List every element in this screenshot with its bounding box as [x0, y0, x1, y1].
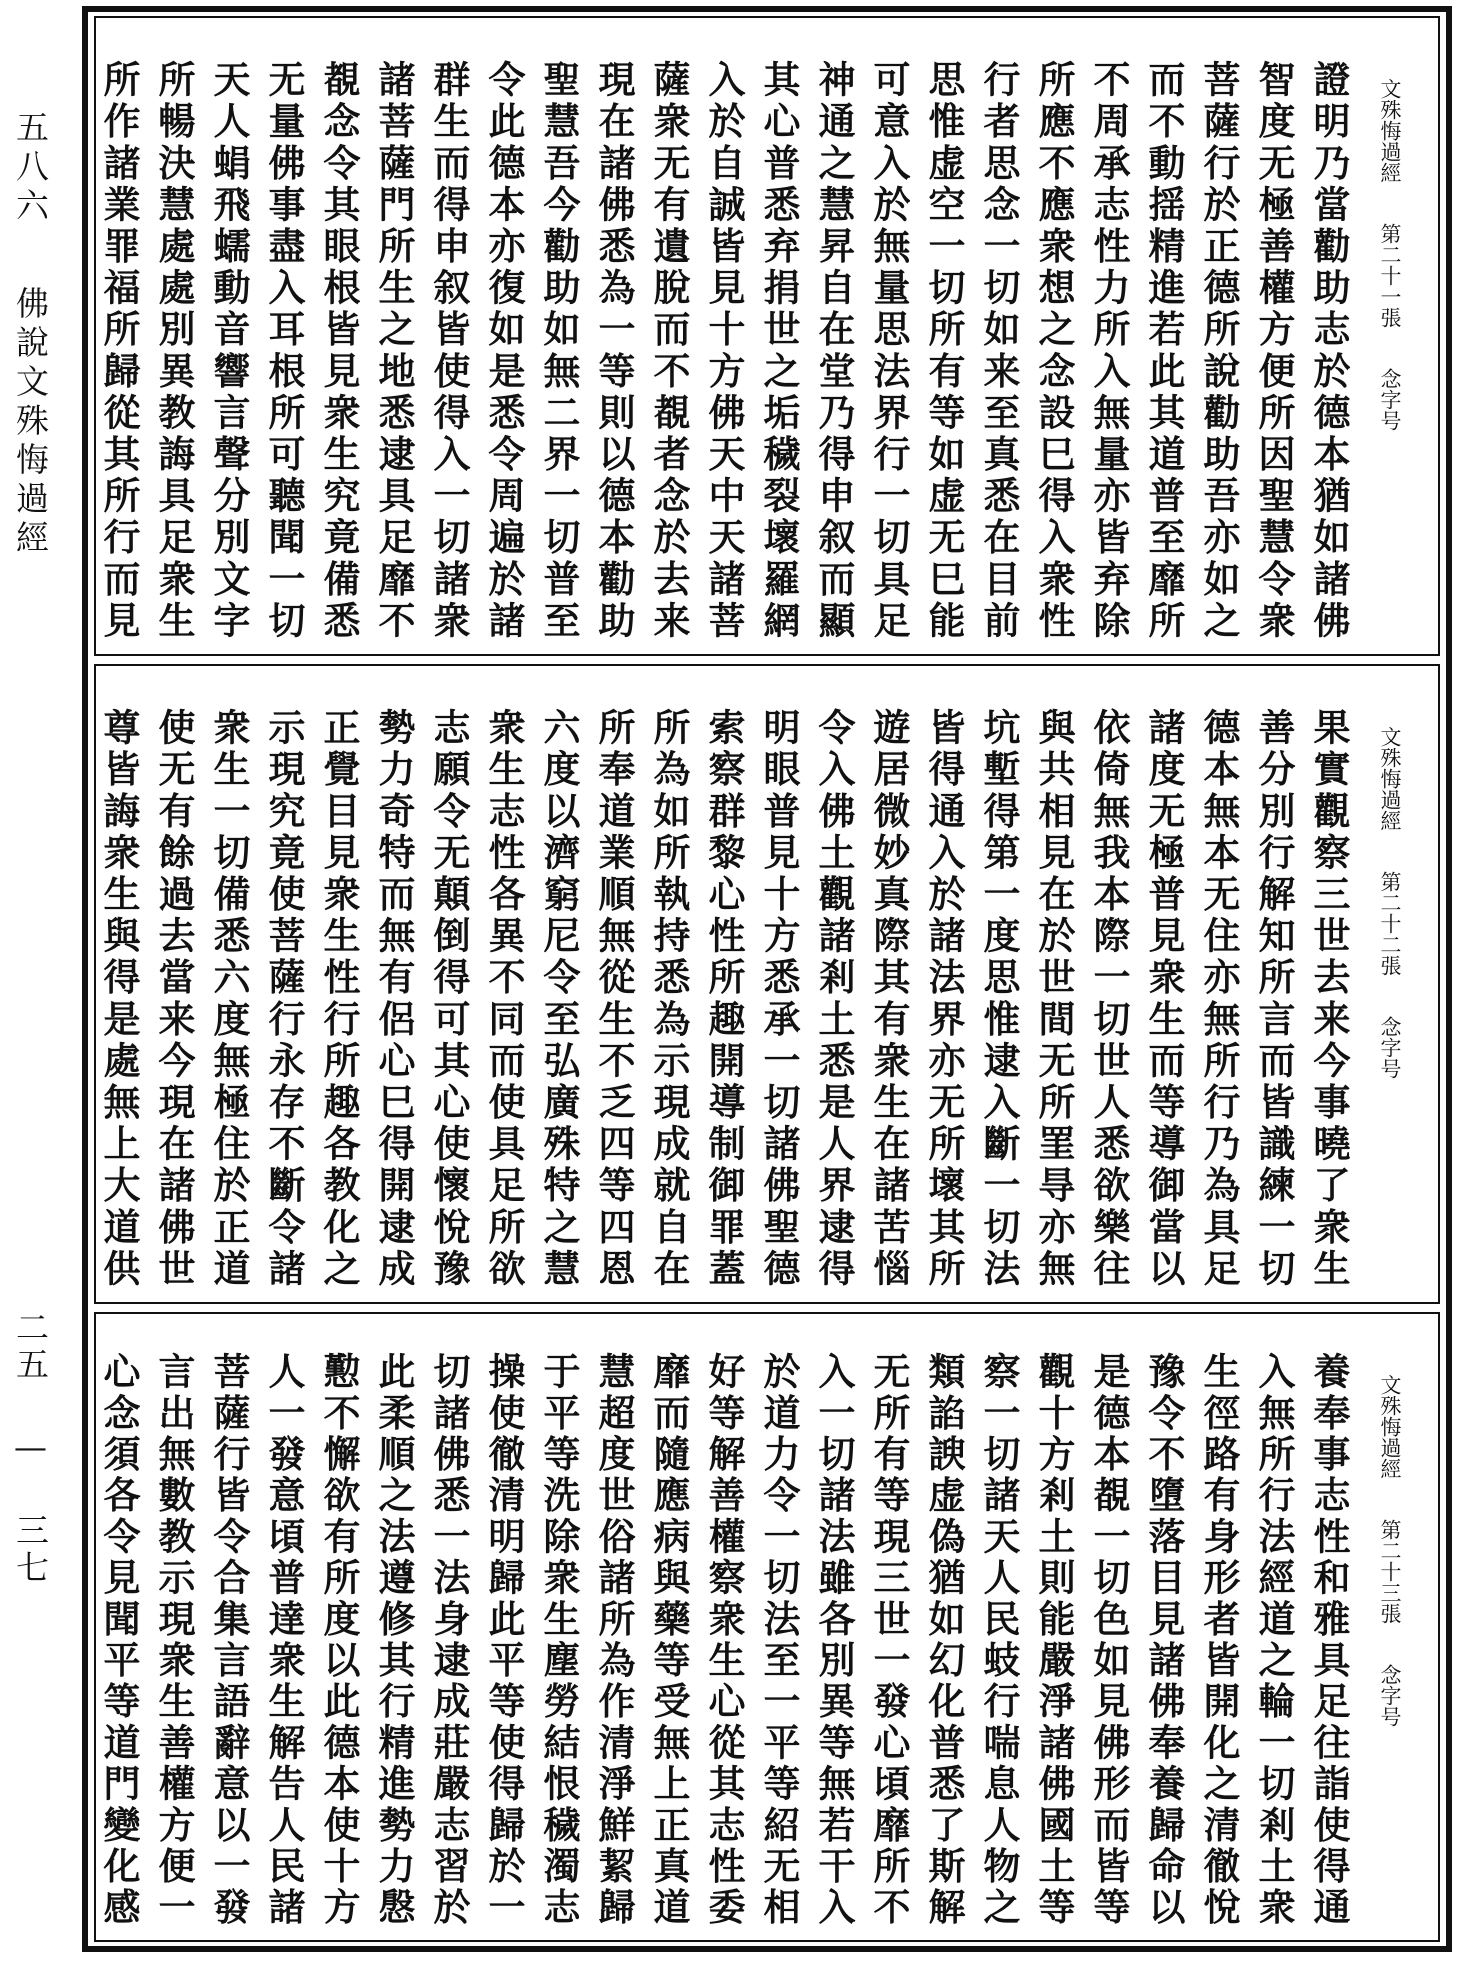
- text-line: 所為如所執持悉為示現成就自在: [647, 708, 691, 1291]
- text-line: 所應不應衆想之念設巳得入衆性: [1032, 60, 1076, 643]
- text-line: 群生而得申叙皆使得入一切諸衆: [427, 60, 471, 643]
- text-line: 衆生志性各異不同而使具足所欲: [482, 708, 526, 1291]
- header-mark: 念字号: [1378, 1664, 1402, 1727]
- header-sheet-number: 第二十二張: [1378, 871, 1402, 976]
- text-line: 勢力奇特而無有侶心巳得開逮成: [372, 708, 416, 1291]
- text-line: 所奉道業順無從生不乏四等四恩: [592, 708, 636, 1291]
- text-line: 人一發意頃普達衆生解告人民諸: [262, 1352, 306, 1929]
- text-line: 操使徹清明歸此平等使得歸於一: [482, 1352, 526, 1929]
- text-line: 思惟虚空一切所有等如虚无巳能: [922, 60, 966, 643]
- text-line: 心念須各令見聞平等道門變化感: [97, 1352, 141, 1929]
- text-line: 言出無數教示現衆生善權方便一: [152, 1352, 196, 1929]
- text-line: 諸度无極普見衆生而等導御當以: [1142, 708, 1186, 1291]
- header-sutra-title: 文殊悔過經: [1378, 78, 1402, 183]
- text-line: 養奉事志性和雅具足往詣使得通: [1307, 1352, 1351, 1929]
- text-line: 切諸佛悉一法身逮成莊嚴志習於: [427, 1352, 471, 1929]
- header-mark: 念字号: [1378, 1016, 1402, 1079]
- text-line: 于平等洗除衆生塵勞結恨穢濁志: [537, 1352, 581, 1929]
- text-line: 與共相見在於世間无所罣㝵亦無: [1032, 708, 1076, 1291]
- text-line: 是德本覩一切色如見佛形而皆等: [1087, 1352, 1131, 1929]
- text-line: 志願令无顛倒得可其心使懷悅豫: [427, 708, 471, 1291]
- text-line: 諸菩薩門所生之地悉逮具足靡不: [372, 60, 416, 643]
- text-line: 而不動揺精進若此其道普至靡所: [1142, 60, 1186, 643]
- panel-1: [94, 16, 1440, 656]
- margin-page-number: 五八六: [11, 110, 50, 227]
- text-line: 證明乃當勸助志於德本猶如諸佛: [1307, 60, 1351, 643]
- text-line: 類諂諛虚偽猶如幻化普悉了斯解: [922, 1352, 966, 1929]
- text-line: 入於自誠皆見十方佛天中天諸菩: [702, 60, 746, 643]
- panel-3-header: [1368, 1374, 1412, 1727]
- text-line: 天人蜎飛蠕動音響言聲分別文字: [207, 60, 251, 643]
- text-line: 於道力令一切法至一平等紹无相: [757, 1352, 801, 1929]
- text-line: 六度以濟窮尼令至弘廣殊特之慧: [537, 708, 581, 1291]
- margin-title: [11, 110, 50, 559]
- text-line: 善分別行解知所言而皆識練一切: [1252, 708, 1296, 1291]
- text-line: 此柔順之法遵修其行精進勢力慇: [372, 1352, 416, 1929]
- panel-1-text: [94, 60, 1356, 643]
- text-line: 不周承志性力所入無量亦皆弃除: [1087, 60, 1131, 643]
- text-line: 尊皆誨衆生與得是處無上大道供: [97, 708, 141, 1291]
- text-line: 覩念令其眼根皆見衆生究竟備悉: [317, 60, 361, 643]
- text-line: 菩薩行皆令合集言語辭意以一發: [207, 1352, 251, 1929]
- text-line: 其心普悉弃捐世之垢穢裂壞羅網: [757, 60, 801, 643]
- text-line: 德本無本无住亦無所行乃為具足: [1197, 708, 1241, 1291]
- text-line: 皆得通入於諸法界亦无所壞其所: [922, 708, 966, 1291]
- text-line: 薩衆无有遺脫而不覩者念於去来: [647, 60, 691, 643]
- text-line: 索察群黎心性所趣開導制御罪蓋: [702, 708, 746, 1291]
- text-line: 明眼普見十方悉承一切諸佛聖德: [757, 708, 801, 1291]
- panel-2-header: [1368, 726, 1412, 1079]
- text-line: 察一切諸天人民蚑行喘息人物之: [977, 1352, 1021, 1929]
- text-line: 所暢決慧處處別異教誨具足衆生: [152, 60, 196, 643]
- text-line: 神通之慧昇自在堂乃得申叙而顯: [812, 60, 856, 643]
- header-mark: 念字号: [1378, 368, 1402, 431]
- text-line: 智度无極善權方便所因聖慧令衆: [1252, 60, 1296, 643]
- text-line: 好等解善權察衆生心從其志性委: [702, 1352, 746, 1929]
- text-line: 觀十方剎土則能嚴淨諸佛國土等: [1032, 1352, 1076, 1929]
- panel-2: [94, 664, 1440, 1304]
- text-line: 慧超度世俗諸所為作清淨鮮絜歸: [592, 1352, 636, 1929]
- text-line: 衆生一切備悉六度無極住於正道: [207, 708, 251, 1291]
- text-line: 依倚無我本際一切世人悉欲樂往: [1087, 708, 1131, 1291]
- text-line: 入一切諸法雖各別異等無若干入: [812, 1352, 856, 1929]
- header-sheet-number: 第二十一張: [1378, 223, 1402, 328]
- header-sheet-number: 第二十三張: [1378, 1519, 1402, 1624]
- text-line: 无所有等現三世一發心頃靡所不: [867, 1352, 911, 1929]
- text-line: 令此德本亦復如是悉令周遍於諸: [482, 60, 526, 643]
- text-line: 現在諸佛悉為一等則以德本勸助: [592, 60, 636, 643]
- text-line: 遊居微妙真際其有衆生在諸苦惱: [867, 708, 911, 1291]
- text-line: 入無所行法經道之輪一切剎土衆: [1252, 1352, 1296, 1929]
- text-line: 所作諸業罪福所歸從其所行而見: [97, 60, 141, 643]
- text-line: 正覺目見衆生性行所趣各教化之: [317, 708, 361, 1291]
- text-line: 菩薩行於正德所說勸助吾亦如之: [1197, 60, 1241, 643]
- header-sutra-title: 文殊悔過經: [1378, 1374, 1402, 1479]
- text-line: 豫令不墮落目見諸佛奉養歸命以: [1142, 1352, 1186, 1929]
- text-line: 示現究竟使菩薩行永存不斷令諸: [262, 708, 306, 1291]
- text-line: 聖慧吾今勸助如無二界一切普至: [537, 60, 581, 643]
- text-line: 使无有餘過去當来今現在諸佛世: [152, 708, 196, 1291]
- text-line: 行者思念一切如来至真悉在目前: [977, 60, 1021, 643]
- panel-2-text: [94, 708, 1356, 1291]
- text-line: 坑塹得第一度思惟逮入斷一切法: [977, 708, 1021, 1291]
- text-line: 懃不懈欲有所度以此德本使十方: [317, 1352, 361, 1929]
- text-line: 可意入於無量思法界行一切具足: [867, 60, 911, 643]
- panel-1-header: [1368, 78, 1412, 431]
- text-line: 果實觀察三世去来今事曉了衆生: [1307, 708, 1351, 1291]
- text-line: 靡而隨應病與藥等受無上正真道: [647, 1352, 691, 1929]
- text-line: 令入佛土觀諸剎土悉是人界逮得: [812, 708, 856, 1291]
- text-line: 生徑路有身形者皆開化之清徹悅: [1197, 1352, 1241, 1929]
- margin-sutra-title: 佛說文殊悔過經: [11, 286, 50, 559]
- text-line: 无量佛事盡入耳根所可聽聞一切: [262, 60, 306, 643]
- panel-3-text: [94, 1352, 1356, 1932]
- header-sutra-title: 文殊悔過經: [1378, 726, 1402, 831]
- margin-volume-ref: 二五 — 三七: [11, 1310, 50, 1587]
- panel-3: [94, 1312, 1440, 1942]
